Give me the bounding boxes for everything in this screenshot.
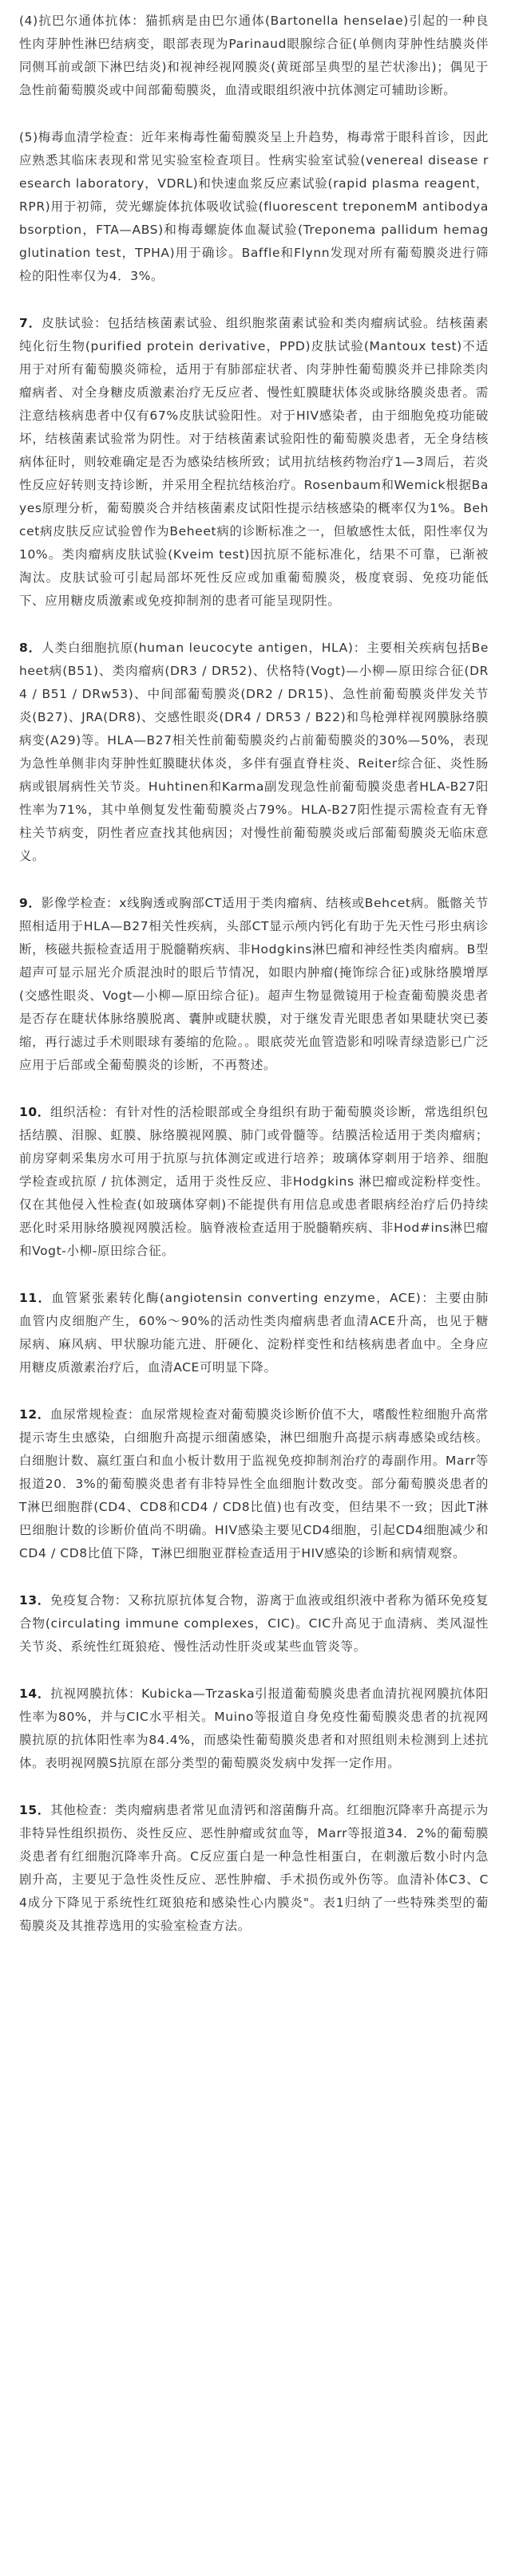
paragraph-text: (5)梅毒血清学检查：近年来梅毒性葡萄膜炎呈上升趋势，梅毒常于眼科首诊，因此应熟悉其临床表现和常见实验室检查项目。性病实验室试验(venereal disease research laboratory，VDRL)和快速血浆反应素试验(rapid plasma reagent，RPR)用于初筛，荧光螺旋体抗体吸收试验(fluorescent treponemM antibodyabsorption，FTA—ABS)和梅毒螺旋体血凝试验(Treponema pallidum hemagglutination test，TPHA)用于确诊。Baffle和Flynn发现对所有葡萄膜炎进行筛检的阳性率仅为4．3%。 [19, 130, 489, 283]
paragraph-text: 抗视网膜抗体：Kubicka—Trzaska引报道葡萄膜炎患者血清抗视网膜抗体阳性率为80%，并与CIC水平相关。Muino等报道自身免疫性葡萄膜炎患者的抗视网膜抗原的抗体阳性率为84.4%，而感染性葡萄膜炎患者和对照组则未检测到上述抗体。表明视网膜S抗原在部分类型的葡萄膜炎发病中发挥一定作用。 [19, 1686, 489, 1770]
paragraph-hla [19, 637, 489, 868]
paragraph-other-tests [19, 1799, 489, 1938]
section-number: 9． [19, 896, 42, 910]
paragraph-text: 人类白细胞抗原(human leucocyte antigen，HLA)：主要相关疾病包括Beheet病(B51)、类肉瘤病(DR3 / DR52)、伏格特(Vogt)—小柳—原田综合征(DR4 / B51 / DRw53)、中间部葡萄膜炎(DR2 / DR15)、急性前葡萄膜炎伴发关节炎(B27)、JRA(DR8)、交感性眼炎(DR4 / DR53 / B22)和鸟枪弹样视网膜脉络膜病变(A29)等。HLA—B27相关性前葡萄膜炎约占前葡萄膜炎的30%—50%，表现为急性单侧非肉芽肿性虹膜睫状体炎，多伴有强直脊柱炎、Reiter综合征、炎性肠病或银屑病性关节炎。Huhtinen和Karma副发现急性前葡萄膜炎患者HLA-B27阳性率为71%，其中单侧复发性葡萄膜炎占79%。HLA-B27阳性提示需检查有无脊柱关节病变，阴性者应查找其他病因；对慢性前葡萄膜炎或后部葡萄膜炎无临床意义。 [19, 641, 489, 863]
section-number: 13． [19, 1593, 50, 1608]
paragraph-5-syphilis [19, 126, 489, 288]
paragraph-biopsy [19, 1101, 489, 1263]
paragraph-4-bartonella [19, 10, 489, 102]
paragraph-ace [19, 1287, 489, 1379]
section-number: 8． [19, 641, 42, 655]
paragraph-text: 其他检查：类肉瘤病患者常见血清钙和溶菌酶升高。红细胞沉降率升高提示为非特异性组织损伤、炎性反应、恶性肿瘤或贫血等，Marr等报道34．2%的葡萄膜炎患者有红细胞沉降率升高。C反应蛋白是一种急性相蛋白，在刺激后数小时内急剧升高，主要见于急性炎性反应、恶性肿瘤、手术损伤或外伤等。血清补体C3、C4成分下降见于系统性红斑狼疮和感染性心内膜炎"。表1归纳了一些特殊类型的葡萄膜炎及其推荐选用的实验室检查方法。 [19, 1803, 489, 1933]
paragraph-text: 免疫复合物：又称抗原抗体复合物，游离于血液或组织液中者称为循环免疫复合物(circulating immune complexes，CIC)。CIC升高见于血清病、类风湿性关节炎、系统性红斑狼疮、慢性活动性肝炎或某些血管炎等。 [19, 1593, 489, 1654]
paragraph-imaging [19, 892, 489, 1077]
paragraph-text: 血管紧张素转化酶(angiotensin converting enzyme，ACE)：主要由肺血管内皮细胞产生，60%～90%的活动性类肉瘤病患者血清ACE升高，也见于糖尿病、麻风病、甲状腺功能亢进、肝硬化、淀粉样变性和结核病患者血中。全身应用糖皮质激素治疗后，血清ACE可明显下降。 [19, 1291, 489, 1375]
paragraph-anti-retinal [19, 1682, 489, 1775]
paragraph-text: (4)抗巴尔通体抗体：猫抓病是由巴尔通体(Bartonella henselae)引起的一种良性肉芽肿性淋巴结病变，眼部表现为Parinaud眼腺综合征(单侧肉芽肿性结膜炎伴同侧耳前或颌下淋巴结炎)和视神经视网膜炎(黄斑部呈典型的星芒状渗出)；偶见于急性前葡萄膜炎或中间部葡萄膜炎，血清或眼组织液中抗体测定可辅助诊断。 [19, 14, 489, 97]
section-number: 15． [19, 1803, 50, 1817]
paragraph-text: 血尿常规检查：血尿常规检查对葡萄膜炎诊断价值不大，嗜酸性粒细胞升高常提示寄生虫感染，白细胞升高提示细菌感染，淋巴细胞升高提示病毒感染或结核。白细胞计数、嬴红蛋白和血小板计数用于监视免疫抑制剂治疗的毒副作用。Marr等报道20．3%的葡萄膜炎患者有非特异性全血细胞计数改变。部分葡萄膜炎患者的T淋巴细胞群(CD4、CD8和CD4 / CD8比值)也有改变，但结果不一致；因此T淋巴细胞计数的诊断价值尚不明确。HIV感染主要见CD4细胞，引起CD4细胞减少和CD4 / CD8比值下降，T淋巴细胞亚群检查适用于HIV感染的诊断和病情观察。 [19, 1407, 489, 1560]
paragraph-blood-urine [19, 1403, 489, 1565]
section-number: 10． [19, 1105, 50, 1119]
paragraph-text: 组织活检：有针对性的活检眼部或全身组织有助于葡萄膜炎诊断，常选组织包括结膜、泪腺、虹膜、脉络膜视网膜、肺门或骨髓等。结膜活检适用于类肉瘤病；前房穿刺采集房水可用于抗原与抗体测定或进行培养；玻璃体穿刺用于培养、细胞学检查或抗原 / 抗体测定，适用于炎性反应、非Hodgkins 淋巴瘤或淀粉样变性。仅在其他侵入性检查(如玻璃体穿刺)不能提供有用信息或患者眼病经治疗后仍持续恶化时采用脉络膜视网膜活检。脑脊液检查适用于脱髓鞘疾病、非Hod#ins淋巴瘤和Vogt-小柳-原田综合征。 [19, 1105, 489, 1258]
paragraph-text: 影像学检查：x线胸透或胸部CT适用于类肉瘤病、结核或Behcet病。骶髂关节照相适用于HLA—B27相关性疾病，头部CT显示颅内钙化有助于先天性弓形虫病诊断，核磁共振检查适用于脱髓鞘疾病、非Hodgkins淋巴瘤和神经性类肉瘤病。B型超声可显示屈光介质混浊时的眼后节情况，如眼内肿瘤(掩饰综合征)或脉络膜增厚(交感性眼炎、Vogt—小柳—原田综合征)。超声生物显微镜用于检查葡萄膜炎患者是否存在睫状体脉络膜脱离、囊肿或睫状膜，对于继发青光眼患者如果睫状突已萎缩，再行滤过手术则眼球有萎缩的危险。。眼底荧光血管造影和吲哚青绿造影已广泛应用于后部或全葡萄膜炎的诊断，不再赘述。 [19, 896, 489, 1072]
paragraph-skin-test [19, 312, 489, 613]
section-number: 7． [19, 316, 42, 330]
paragraph-text: 皮肤试验：包括结核菌素试验、组织胞浆菌素试验和类肉瘤病试验。结核菌素纯化衍生物(purified protein derivative，PPD)皮肤试验(Mantoux test)不适用于对所有葡萄膜炎筛检，适用于有肺部症状者、肉芽肿性葡萄膜炎并已排除类肉瘤病者、对全身糖皮质激素治疗无反应者、慢性虹膜睫状体炎或脉络膜炎患者。需注意结核病患者中仅有67%皮肤试验阳性。对于HIV感染者，由于细胞免疫功能破坏，结核菌素试验常为阴性。对于结核菌素试验阳性的葡萄膜炎患者，无全身结核病体征时，则较难确定是否为感染结核所致；试用抗结核药物治疗1—3周后，若炎性反应好转则支持诊断，并采用全程抗结核治疗。Rosenbaum和Wemick根据Bayes原理分析，葡萄膜炎合并结核菌素皮试阳性提示结核感染的概率仅为1%。Behcet病皮肤反应试验曾作为Beheet病的诊断标准之一，但敏感性太低，阳性率仅为10%。类肉瘤病皮肤试验(Kveim test)因抗原不能标准化，结果不可靠，已渐被淘汰。皮肤试验可引起局部坏死性反应或加重葡萄膜炎，极度衰弱、免疫功能低下、应用糖皮质激素或免疫抑制剂的患者可能呈现阴性。 [19, 316, 489, 608]
section-number: 14． [19, 1686, 51, 1701]
section-number: 12． [19, 1407, 50, 1422]
paragraph-immune-complex [19, 1589, 489, 1659]
section-number: 11． [19, 1291, 52, 1305]
